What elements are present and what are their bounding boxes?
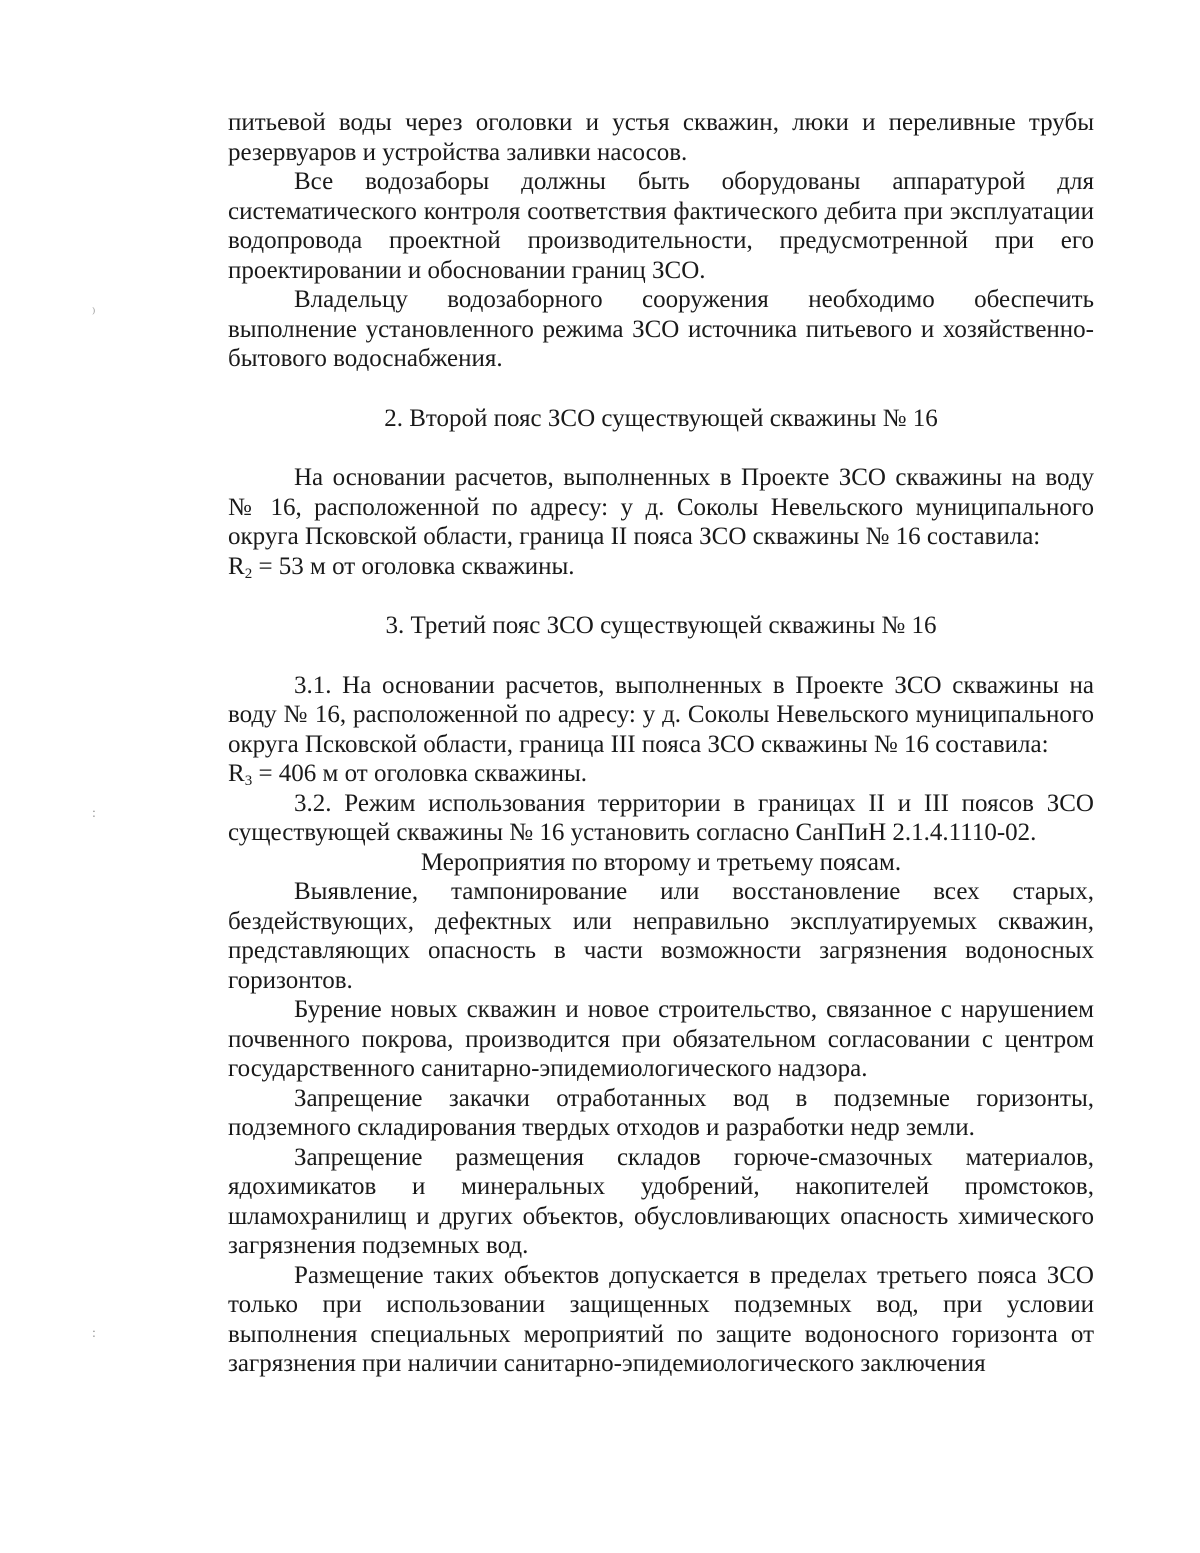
- scan-mark: :: [92, 1326, 96, 1341]
- formula-r3: [228, 759, 1094, 789]
- section-heading-3: 3. Третий пояс ЗСО существующей скважины № 16: [385, 612, 937, 639]
- r2-symbol: R: [228, 552, 245, 580]
- paragraph: 3.1. На основании расчетов, выполненных в Проекте ЗСО скважины на воду № 16, расположенной по адресу: у д. Соколы Невельского муниципального округа Псковской области, граница III пояса ЗСО скважины № 16 составила:: [228, 671, 1094, 758]
- paragraph: Выявление, тампонирование или восстановление всех старых, бездействующих, дефектных или неправильно эксплуатируемых скважин, представляющих опасность в части возможности загрязнения водоносных горизонтов.: [228, 878, 1094, 994]
- scan-mark: ⁾: [92, 307, 96, 322]
- r3-subscript: 3: [244, 773, 253, 789]
- paragraph: питьевой воды через оголовки и устья скважин, люки и переливные трубы резервуаров и устройства заливки насосов.: [228, 109, 1094, 166]
- r2-subscript: 2: [244, 565, 253, 582]
- section-heading-2: 2. Второй пояс ЗСО существующей скважины № 16: [384, 404, 938, 432]
- paragraph: 3.2. Режим использования территории в границах II и III поясов ЗСО существующей скважины № 16 установить согласно СанПиН 2.1.4.1110-02.: [228, 789, 1094, 846]
- formula-r2: [228, 552, 1094, 582]
- scan-mark: :: [92, 806, 96, 821]
- paragraph: Запрещение размещения складов горюче-смазочных материалов, ядохимикатов и минеральных удобрений, накопителей промстоков, шламохранилищ и других объектов, обусловливающих опасность химического загрязнения подземных вод.: [228, 1143, 1094, 1259]
- paragraph: Размещение таких объектов допускается в пределах третьего пояса ЗСО только при использовании защищенных подземных вод, при условии выполнения специальных мероприятий по защите водоносного горизонта от загрязнения при наличии санитарно-эпидемиологического заключения: [228, 1261, 1094, 1377]
- r3-value: = 406 м от оголовка скважины.: [252, 760, 588, 787]
- paragraph: Все водозаборы должны быть оборудованы аппаратурой для систематического контроля соответствия фактического дебита при эксплуатации водопровода проектной производительности, предусмотренной при его проектировании и обосновании границ ЗСО.: [228, 168, 1094, 284]
- subheading: Мероприятия по второму и третьему поясам.: [420, 848, 902, 876]
- document-body: [228, 108, 1094, 1379]
- paragraph: Бурение новых скважин и новое строительство, связанное с нарушением почвенного покрова, производится при обязательном согласовании с центром государственного санитарно-эпидемиологического надзора.: [228, 996, 1094, 1082]
- paragraph: Владельцу водозаборного сооружения необходимо обеспечить выполнение установленного режима ЗСО источника питьевого и хозяйственно-бытового водоснабжения.: [228, 286, 1094, 372]
- r2-value: = 53 м от оголовка скважины.: [252, 552, 575, 580]
- paragraph: Запрещение закачки отработанных вод в подземные горизонты, подземного складирования твердых отходов и разработки недр земли.: [228, 1084, 1094, 1141]
- r3-symbol: R: [228, 760, 245, 787]
- paragraph: На основании расчетов, выполненных в Проекте ЗСО скважины на воду № 16, расположенной по адресу: у д. Соколы Невельского муниципального округа Псковской области, граница II пояса ЗСО скважины № 16 составила:: [228, 464, 1094, 550]
